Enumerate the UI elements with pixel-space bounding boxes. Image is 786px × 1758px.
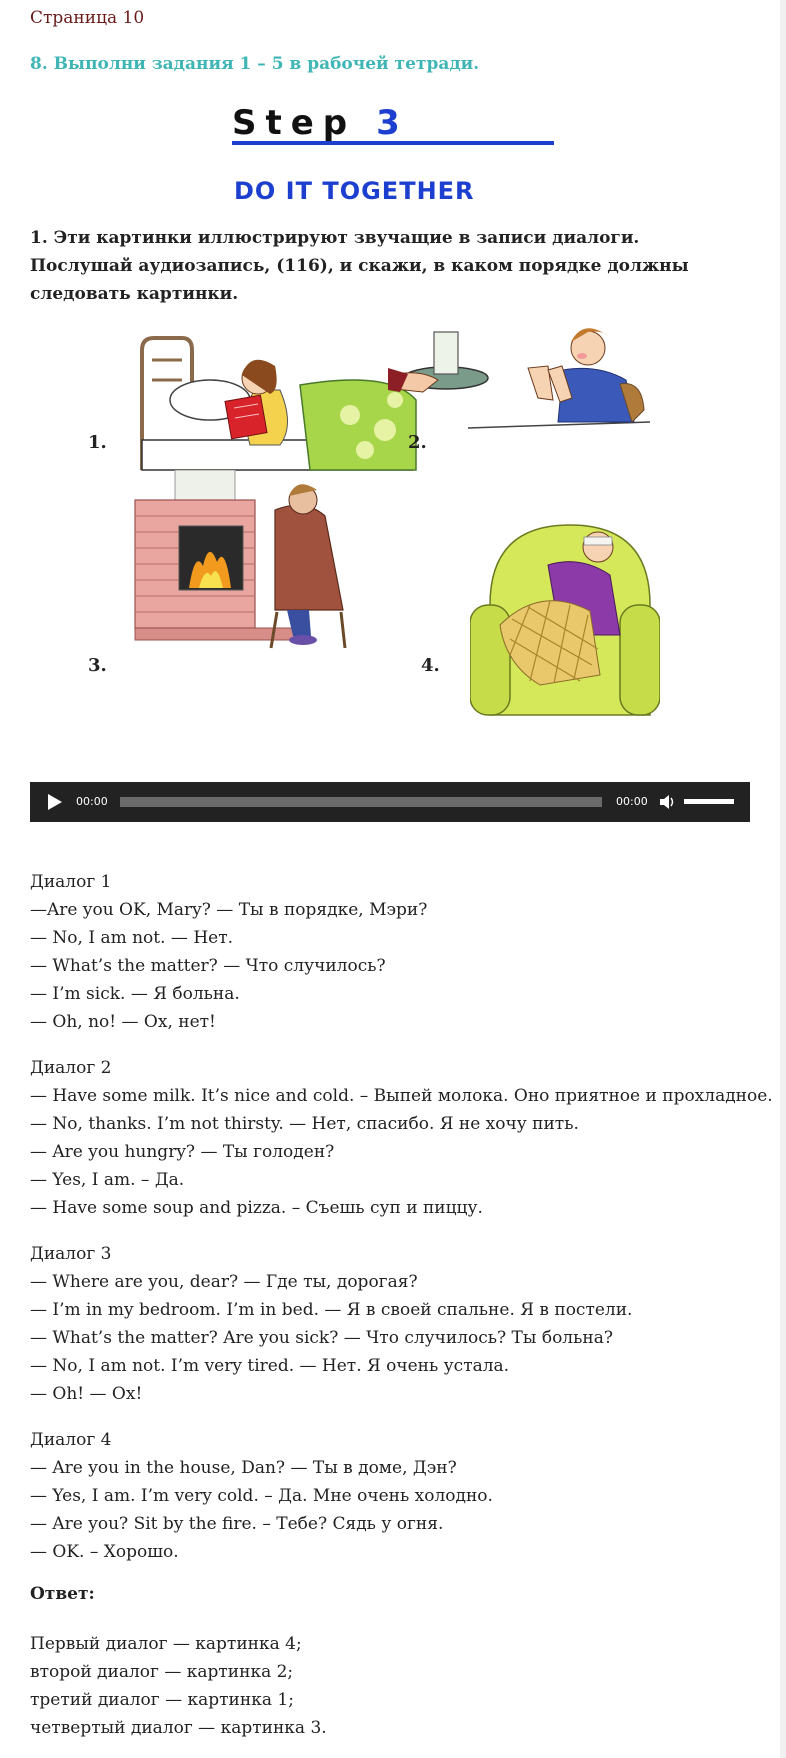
dialog-title: Диалог 1	[30, 872, 112, 892]
audio-progress-bar[interactable]	[120, 797, 602, 807]
dialog-4	[30, 1426, 493, 1566]
picture-girl-in-bed	[130, 330, 420, 480]
task-1-instructions: 1. Эти картинки иллюстрируют звучащие в записи диалоги. Послушай аудиозапись, (116), и скажи, в каком порядке должны следовать картинки.	[30, 228, 689, 304]
answer-label: Ответ:	[30, 1584, 95, 1604]
dialog-line: — Have some milk. It’s nice and cold. – Выпей молока. Оно приятное и прохладное.	[30, 1086, 773, 1106]
dialog-line: — Are you? Sit by the fire. – Тебе? Сядь у огня.	[30, 1514, 444, 1534]
dialog-line: — No, thanks. I’m not thirsty. — Нет, спасибо. Я не хочу пить.	[30, 1114, 579, 1134]
section-subtitle: DO IT TOGETHER	[234, 177, 475, 205]
answer-item: третий диалог — картинка 1;	[30, 1690, 294, 1710]
dialog-1	[30, 868, 427, 1036]
volume-slider[interactable]	[684, 799, 734, 804]
step-word: Step	[232, 103, 357, 143]
dialog-title: Диалог 4	[30, 1430, 112, 1450]
task-8-heading: 8. Выполни задания 1 – 5 в рабочей тетради.	[30, 54, 480, 74]
answer-item: Первый диалог — картинка 4;	[30, 1634, 302, 1654]
step-number: 3	[376, 103, 409, 143]
answer-item: второй диалог — картинка 2;	[30, 1662, 294, 1682]
volume-icon[interactable]	[658, 793, 676, 811]
dialog-line: — Oh! — Ох!	[30, 1384, 143, 1404]
dialog-line: —Are you OK, Mary? — Ты в порядке, Мэри?	[30, 900, 428, 920]
dialog-line: — Are you hungry? — Ты голоден?	[30, 1142, 335, 1162]
dialog-line: — No, I am not. — Нет.	[30, 928, 234, 948]
play-icon[interactable]	[48, 794, 62, 810]
answer-item: четвертый диалог — картинка 3.	[30, 1718, 327, 1738]
picture-4-number: 4.	[421, 655, 440, 676]
picture-2-number: 2.	[408, 432, 427, 453]
picture-girl-in-armchair	[470, 515, 660, 735]
dialog-line: — Oh, no! — Ох, нет!	[30, 1012, 216, 1032]
picture-boy-refuses-milk	[388, 318, 650, 450]
dialog-line: — Where are you, dear? — Где ты, дорогая?	[30, 1272, 418, 1292]
dialog-line: — OK. – Хорошо.	[30, 1542, 179, 1562]
dialog-line: — What’s the matter? Are you sick? — Что случилось? Ты больна?	[30, 1328, 613, 1348]
dialog-line: — Have some soup and pizza. – Съешь суп и пиццу.	[30, 1198, 483, 1218]
dialog-line: — Are you in the house, Dan? — Ты в доме, Дэн?	[30, 1458, 457, 1478]
dialog-line: — I’m sick. — Я больна.	[30, 984, 240, 1004]
dialog-line: — I’m in my bedroom. I’m in bed. — Я в своей спальне. Я в постели.	[30, 1300, 633, 1320]
step-title	[232, 103, 586, 143]
dialog-3	[30, 1240, 632, 1408]
dialog-title: Диалог 3	[30, 1244, 112, 1264]
picture-1-number: 1.	[88, 432, 107, 453]
dialog-line: — Yes, I am. – Да.	[30, 1170, 185, 1190]
page-label: Страница 10	[30, 8, 145, 28]
dialog-line: — What’s the matter? — Что случилось?	[30, 956, 386, 976]
dialog-2	[30, 1054, 773, 1222]
audio-current-time: 00:00	[76, 795, 108, 808]
picture-3-number: 3.	[88, 655, 107, 676]
page-edge	[780, 0, 786, 1758]
dialog-line: — Yes, I am. I’m very cold. – Да. Мне очень холодно.	[30, 1486, 493, 1506]
step-header	[232, 103, 586, 145]
dialog-line: — No, I am not. I’m very tired. — Нет. Я очень устала.	[30, 1356, 510, 1376]
picture-boy-by-fire	[125, 470, 415, 650]
dialog-title: Диалог 2	[30, 1058, 112, 1078]
audio-player	[30, 782, 750, 822]
answer-list	[30, 1630, 327, 1742]
audio-duration: 00:00	[616, 795, 648, 808]
